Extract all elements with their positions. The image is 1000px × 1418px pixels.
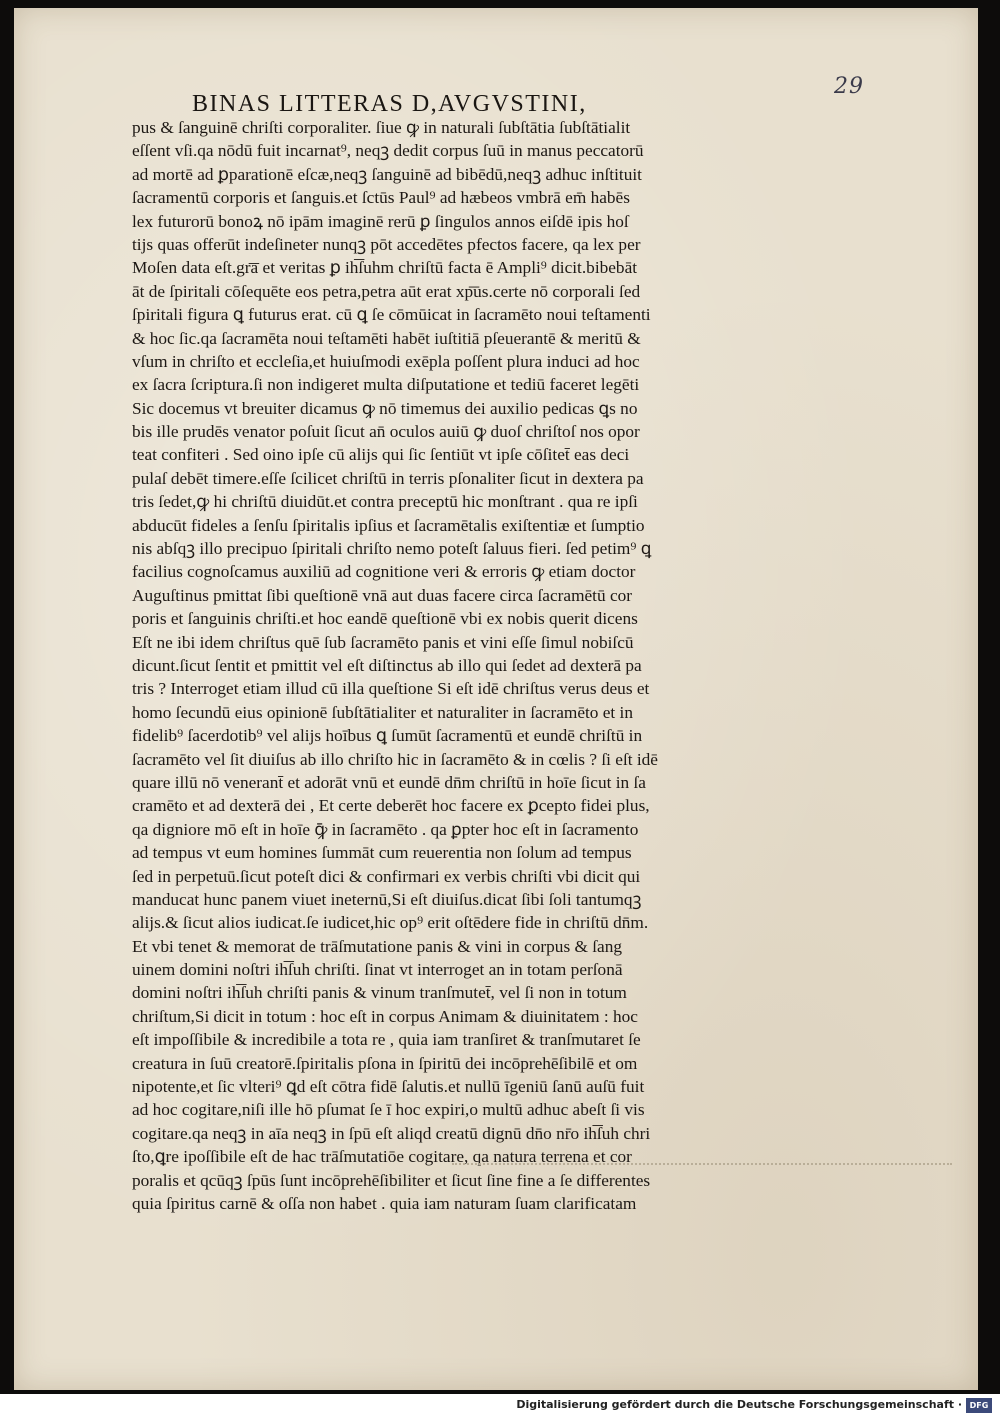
text-line: Auguſtinus pmittat ſibi queſtionē vnā aut duas facere circa ſacramētū cor <box>132 585 633 605</box>
text-line: teat confiteri . Sed oino ipſe cū alijs qui ſic ſentiūt vt ipſe cōſitet̄ eas deci <box>132 445 630 465</box>
text-line: lex futurorū bonoꝝ nō ipām imaginē rerū ꝑ ſingulos annos eiſdē ipis hoſ <box>132 211 629 231</box>
text-line: eſſent vſi.qa nōdū fuit incarnat⁹, neqꝫ dedit corpus ſuū in manus peccatorū <box>132 141 644 161</box>
text-line: poris et ſanguinis chriſti.et hoc eandē queſtionē vbi ex nobis querit dicens <box>132 609 638 629</box>
dfg-logo-icon: DFG <box>966 1398 992 1413</box>
text-line: domini noſtri ih͞ſuh chriſti panis & vinum tranſmutet̄, vel ſi non in totum <box>132 983 627 1003</box>
text-line: homo ſecundū eius opinionē ſubſtātialiter et naturaliter in ſacramēto et in <box>132 702 633 722</box>
text-line: dicunt.ſicut ſentit et pmittit vel eſt diſtinctus ab illo qui ſedet ad dexterā pa <box>132 655 642 675</box>
text-line: tijs quas offerūt indeſineter nunqꝫ pōt accedētes pfectos facere, qa lex per <box>132 234 641 254</box>
footer-bar <box>0 1394 1000 1418</box>
text-line: pulaſ debēt timere.eſſe ſcilicet chriſtū in terris pſonaliter ſicut in dextera pa <box>132 468 644 488</box>
text-line: pus & ſanguinē chriſti corporaliter. ſiue ꝙ in naturali ſubſtātia ſubſtātialit <box>132 118 631 137</box>
text-line: uinem domini noſtri ih͞ſuh chriſti. ſinat vt interroget an in totam perſonā <box>132 960 623 980</box>
text-line: Moſen data eſt.gr͞a et veritas ꝑ ih͞ſuhm chriſtū facta ē Ampli⁹ dicit.bibebāt <box>132 258 638 278</box>
text-line: ad mortē ad ꝑparationē eſcæ,neqꝫ ſanguinē ad bibēdū,neqꝫ adhuc inſtituit <box>132 164 642 184</box>
text-line: ſacramēto vel ſit diuiſus ab illo chriſto hic in ſacramēto & in cœlis ? ſi eſt idē <box>132 749 658 769</box>
text-line: cramēto et ad dexterā dei , Et certe deberēt hoc facere ex ꝑcepto fidei plus, <box>132 796 650 816</box>
text-line: quare illū nō venerant̄ et adorāt vnū et eundē dn̄m chriſtū in hoīe ſicut in ſa <box>132 772 646 792</box>
text-line: ſpiritali figura ꝗ futurus erat. cū ꝗ ſe cōmūicat in ſacramēto noui teſtamenti <box>132 305 651 325</box>
text-line: eſt impoſſibile & incredibile a tota re , quia iam tranſiret & tranſmutaret ſe <box>132 1030 641 1050</box>
running-head: BINAS LITTERAS D,AVGVSTINI, <box>192 91 587 117</box>
text-line: poralis et qcūqꝫ ſpūs ſunt incōprehēſibiliter et ſicut ſine fine a ſe differentes <box>132 1170 651 1190</box>
text-line: & hoc ſic.qa ſacramēta noui teſtamēti habēt iuſtitiā pſeuerantē & meritū & <box>132 328 641 348</box>
text-line: abducūt fideles a ſenſu ſpiritalis ipſius et ſacramētalis exiſtentiæ et ſumptio <box>132 515 645 535</box>
text-line: creatura in ſuū creatorē.ſpiritalis pſona in ſpiritū dei incōprehēſibilē et om <box>132 1053 638 1073</box>
text-line: qa digniore mō eſt in hoīe ꝙ̄ in ſacramēto . qa ꝑpter hoc eſt in ſacramento <box>132 819 639 839</box>
paper-leaf <box>14 8 978 1390</box>
text-line: alijs.& ſicut alios iudicat.ſe iudicet,hic op⁹ erit oſtēdere fide in chriſtū dn̄m. <box>132 913 649 933</box>
text-block <box>132 116 728 1215</box>
text-line: tris ? Interroget etiam illud cū illa queſtione Si eſt idē chriſtus verus deus et <box>132 679 650 699</box>
text-line: vſum in chriſto et eccleſia,et huiuſmodi exēpla poſſent plura induci ad hoc <box>132 351 640 371</box>
text-line: ad tempus vt eum homines ſummāt cum reuerentia non ſolum ad tempus <box>132 843 632 863</box>
text-line: tris ſedet,ꝙ hi chriſtū diuidūt.et contra preceptū hic monſtrant . qua re ipſi <box>132 492 638 512</box>
text-line: fidelib⁹ ſacerdotib⁹ vel alijs hoībus ꝗ ſumūt ſacramentū et eundē chriſtū in <box>132 726 643 746</box>
text-line: ad hoc cogitare,niſi ille hō pſumat ſe ī hoc expiri,o multū adhuc abeſt ſi vis <box>132 1100 645 1120</box>
text-line: bis ille prudēs venator poſuit ſicut an̄ oculos auiū ꝙ duoſ chriſtoſ nos opor <box>132 422 640 442</box>
text-line: āt de ſpiritali cōſequēte eos petra,petra aūt erat xp͞us.certe nō corporali ſed <box>132 281 641 301</box>
page-edge-dotted-rule <box>452 1163 952 1165</box>
text-line: Et vbi tenet & memorat de trāſmutatione panis & vini in corpus & ſang <box>132 936 623 956</box>
text-line: nipotente,et ſic vlteri⁹ ꝗd eſt cōtra fidē ſalutis.et nullū īgeniū ſanū auſū fuit <box>132 1077 645 1097</box>
text-line: ſed in perpetuū.ſicut poteſt dici & confirmari ex verbis chriſti vbi dicit qui <box>132 866 641 886</box>
text-line: ſto,ꝗre ipoſſibile eſt de hac trāſmutatiōe cogitare, qa natura terrena et cor <box>132 1147 632 1167</box>
folio-number: 29 <box>834 74 864 99</box>
text-line: quia ſpiritus carnē & oſſa non habet . quia iam naturam ſuam clarificatam <box>132 1193 637 1213</box>
text-line: Sic docemus vt breuiter dicamus ꝙ nō timemus dei auxilio pedicas ꝗs no <box>132 398 638 418</box>
footer-credit: Digitalisierung gefördert durch die Deutsche Forschungsgemeinschaft · <box>516 1398 962 1411</box>
text-line: facilius cognoſcamus auxiliū ad cognitione veri & erroris ꝙ etiam doctor <box>132 562 636 582</box>
text-line: nis abſqꝫ illo precipuo ſpiritali chriſto nemo poteſt ſaluus fieri. ſed petim⁹ ꝗ <box>132 539 652 559</box>
text-line: ſacramentū corporis et ſanguis.et ſctūs Paul⁹ ad hæbeos vmbrā em̄ habēs <box>132 188 630 208</box>
text-line: manducat hunc panem viuet ineternū,Si eſt diuiſus.dicat ſibi ſoli tantumqꝫ <box>132 889 642 909</box>
text-line: ex ſacra ſcriptura.ſi non indigeret multa diſputatione et tediū faceret legēti <box>132 375 640 395</box>
text-line: cogitare.qa neqꝫ in aīa neqꝫ in ſpū eſt aliqd creatū dignū dn̄o nr̄o ih͞ſuh chri <box>132 1123 651 1143</box>
text-line: chriſtum,Si dicit in totum : hoc eſt in corpus Animam & diuinitatem : hoc <box>132 1006 638 1026</box>
text-line: Eſt ne ibi idem chriſtus quē ſub ſacramēto panis et vini eſſe ſimul nobiſcū <box>132 632 634 652</box>
